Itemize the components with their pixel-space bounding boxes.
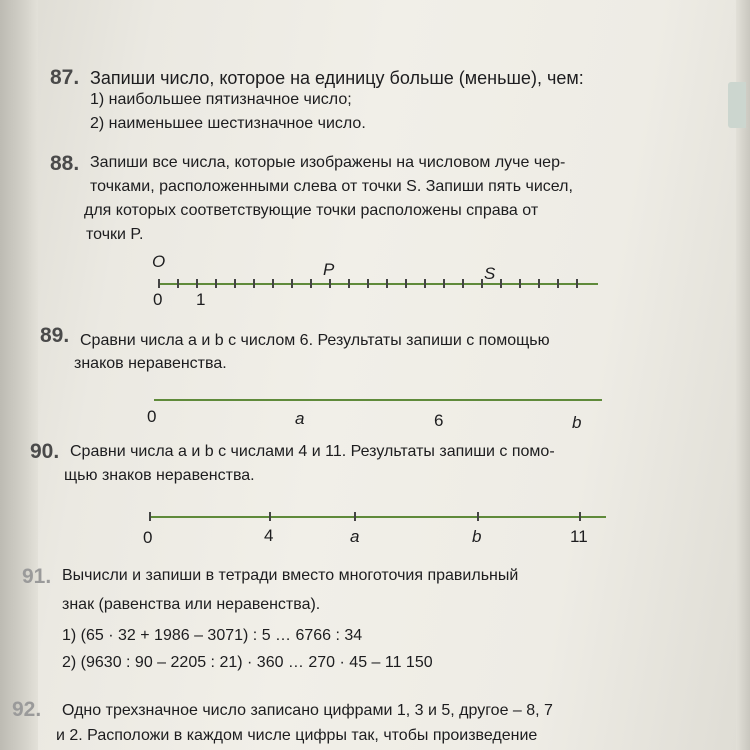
- task-line: знаков неравенства.: [74, 355, 227, 372]
- ray-label-a: a: [350, 527, 360, 546]
- ray-axis: [154, 399, 602, 401]
- task-line: 1) наибольшее пятизначное число;: [90, 91, 352, 108]
- ray-label-11: 11: [570, 527, 588, 546]
- tick-11: [579, 512, 581, 521]
- tick-0: [149, 512, 151, 521]
- tick: [424, 279, 426, 288]
- tick-b: [477, 512, 479, 521]
- tick-0: [158, 279, 160, 288]
- task-line: точки P.: [86, 226, 144, 243]
- tick: [462, 279, 464, 288]
- tick: [519, 279, 521, 288]
- task-line: 2) наименьшее шестизначное число.: [90, 115, 366, 132]
- tick: [234, 279, 236, 288]
- ray-label-b: b: [572, 413, 582, 432]
- task-line: Одно трехзначное число записано цифрами 1, 3 и 5, другое – 8, 7: [62, 702, 553, 719]
- task-line: щью знаков неравенства.: [64, 467, 255, 484]
- tick: [557, 279, 559, 288]
- point-label-p: P: [323, 260, 335, 279]
- tick: [348, 279, 350, 288]
- tick: [310, 279, 312, 288]
- task-line: Запиши число, которое на единицу больше (меньше), чем:: [90, 68, 584, 88]
- task-number: 90.: [30, 440, 60, 463]
- tick-a: [354, 512, 356, 521]
- task-line: Сравни числа a и b с числами 4 и 11. Результаты запиши с помо-: [70, 443, 555, 460]
- task-number: 87.: [50, 66, 80, 89]
- tick: [443, 279, 445, 288]
- point-label-o: O: [152, 252, 166, 271]
- tick: [367, 279, 369, 288]
- tick-label-0: 0: [153, 290, 163, 309]
- point-label-s: S: [484, 264, 496, 283]
- task-line: Сравни числа a и b с числом 6. Результаты запиши с помощью: [80, 332, 550, 349]
- tick: [500, 279, 502, 288]
- expression-2: 2) (9630 : 90 – 2205 : 21) · 360 … 270 · 45 – 11 150: [62, 654, 433, 671]
- task-line: и 2. Расположи в каждом числе цифры так, чтобы произведение: [56, 727, 538, 744]
- tick-label-1: 1: [196, 290, 206, 309]
- tick: [405, 279, 407, 288]
- expression-1: 1) (65 · 32 + 1986 – 3071) : 5 … 6766 : 34: [62, 627, 363, 644]
- task-line: для которых соответствующие точки расположены справа от: [84, 202, 539, 219]
- tick-4: [269, 512, 271, 521]
- task-line: точками, расположенными слева от точки S. Запиши пять чисел,: [90, 178, 573, 195]
- task-line: Вычисли и запиши в тетради вместо многоточия правильный: [62, 567, 519, 584]
- tick-1: [196, 279, 198, 288]
- task-number: 91.: [22, 565, 52, 588]
- ray-axis: [158, 283, 598, 285]
- tick: [386, 279, 388, 288]
- tick: [538, 279, 540, 288]
- ray-label-4: 4: [264, 526, 274, 545]
- tick: [177, 279, 179, 288]
- task-number: 88.: [50, 152, 80, 175]
- task-line: Запиши все числа, которые изображены на числовом луче чер-: [90, 154, 566, 171]
- tick: [576, 279, 578, 288]
- ray-label-6: 6: [434, 411, 444, 430]
- task-number: 89.: [40, 324, 70, 347]
- tick: [291, 279, 293, 288]
- tick-p: [329, 279, 331, 288]
- task-number: 92.: [12, 698, 42, 721]
- ray-label-a: a: [295, 409, 305, 428]
- tick: [481, 279, 483, 288]
- task-line: знак (равенства или неравенства).: [62, 596, 321, 613]
- tick: [253, 279, 255, 288]
- ray-axis: [149, 516, 606, 518]
- ray-label-0: 0: [147, 407, 157, 426]
- ray-label-b: b: [472, 527, 482, 546]
- tick: [272, 279, 274, 288]
- tick: [215, 279, 217, 288]
- ray-label-0: 0: [143, 528, 153, 547]
